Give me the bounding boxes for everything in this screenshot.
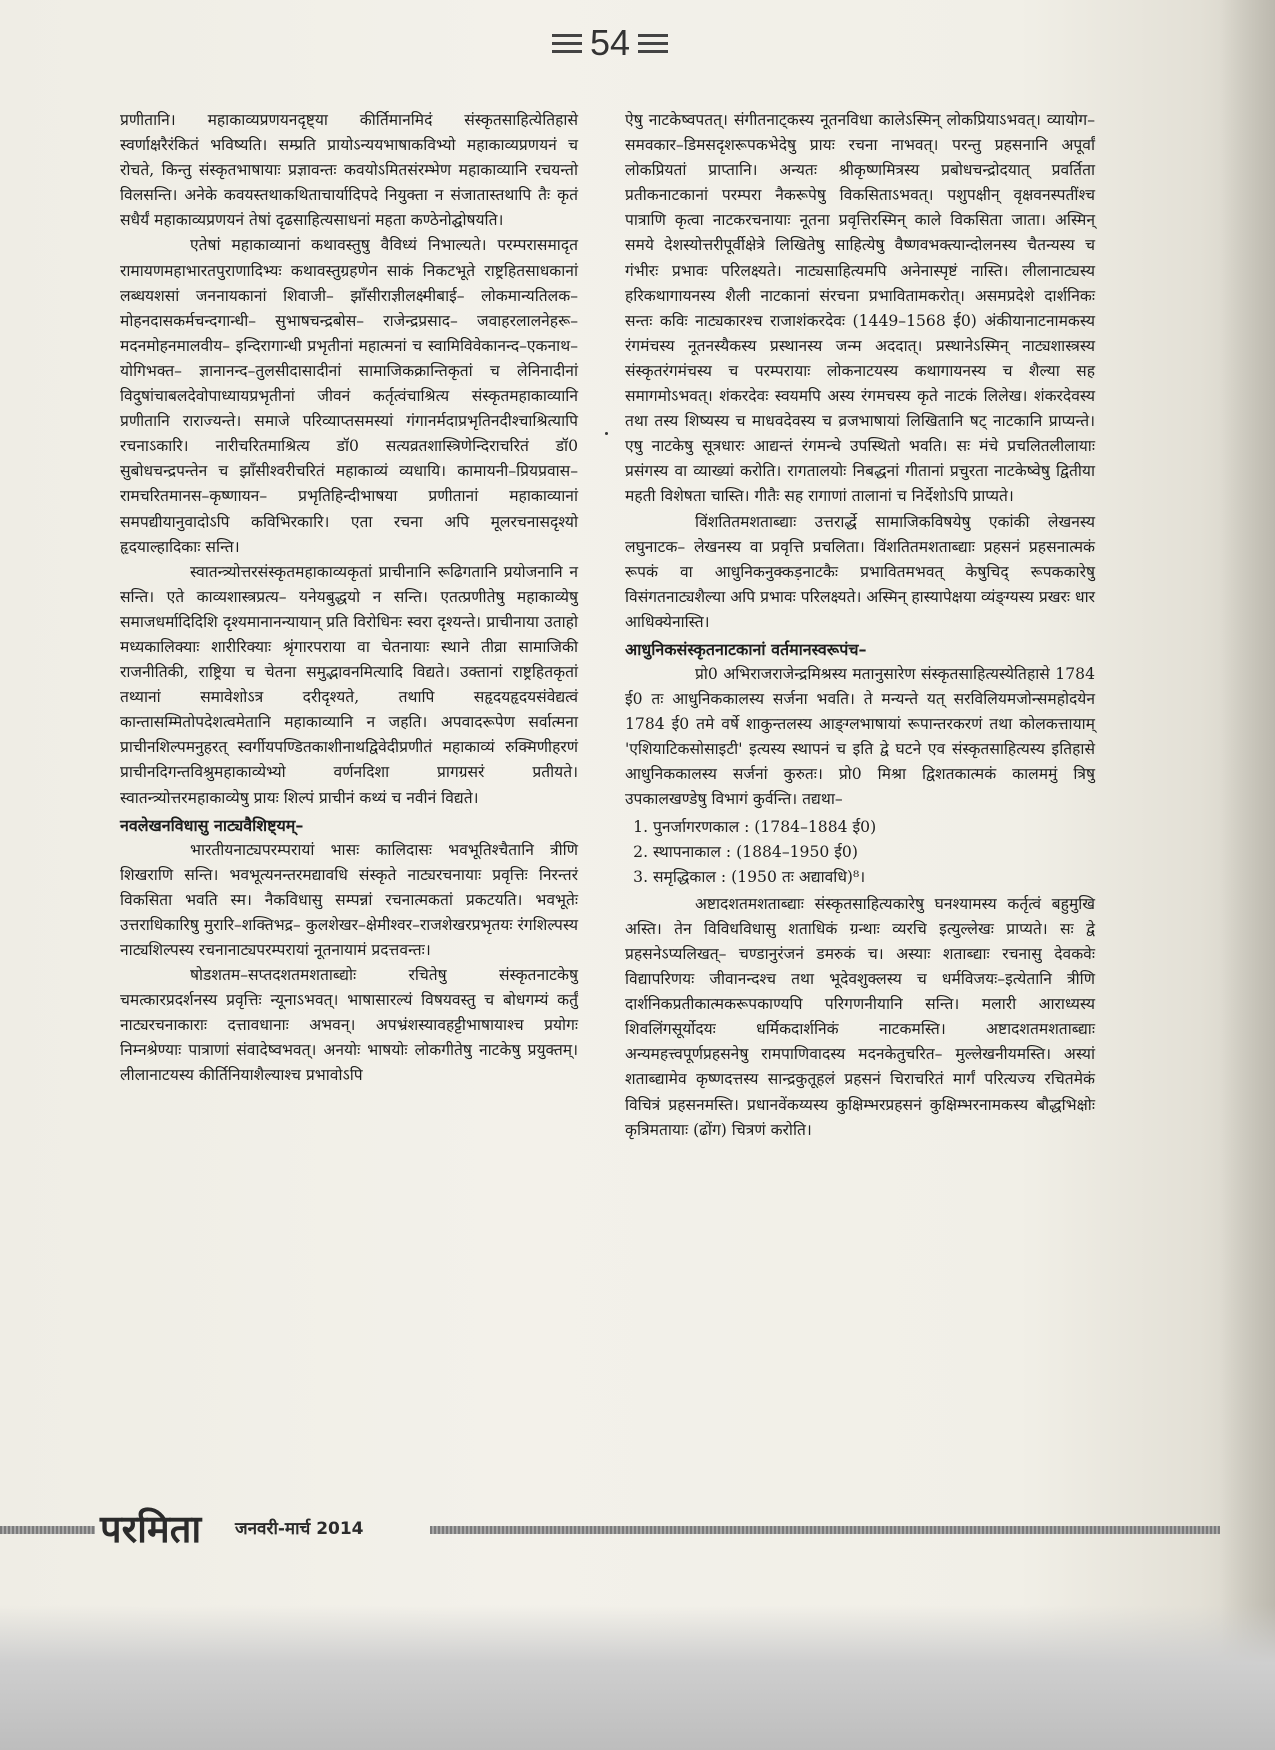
right-paragraph-3: प्रो0 अभिराजराजेन्द्रमिश्रस्य मतानुसारेण संस्कृतसाहित्यस्येतिहासे 1784 ई0 तः आधुनिककालस्य सर्जना भवति। ते मन्यन्ते यत् सरविलियमजोन्समहोदयेन 1784 ई0 तमे वर्षे शाकुन्तलस्य आङ्ग्लभाषायां रूपान्तरकरणं तथा कोलकत्तायाम् 'एशियाटिकसोसाइटी' इत्यस्य स्थापनं च इति द्वे घटने एव संस्कृतसाहित्यस्य इतिहासे आधुनिककालस्य सर्जनां कुरुतः। प्रो0 मिश्रा द्विशतकात्मकं कालममुं त्रिषु उपकालखण्डेषु विभागं कुर्वन्ति। तद्यथा– [625,664,1095,809]
right-paragraph-1: ऐषु नाटकेष्वपतत्। संगीतनाट्कस्य नूतनविधा कालेऽस्मिन् लोकप्रियाऽभवत्। व्यायोग–समवकार–डिमसदृशरूपकभेदेषु प्रायः रचना नाभवत्। परन्तु प्रहसनानि अपूर्वां लोकप्रियतां प्राप्तानि। अन्यतः श्रीकृष्णमित्रस्य प्रबोधचन्द्रोदयात् प्रवर्तिता प्रतीकनाटकानां परम्परा नैकरूपेषु विकसिताऽभवत्। पशुपक्षीन् वृक्षवनस्पतींश्च पात्राणि कृत्वा नाटकरचनायाः नूतना प्रवृत्तिरस्मिन् काले विकसिता जाता। अस्मिन् समये देशस्योत्तरीपूर्वीक्षेत्रे लिखितेषु साहित्येषु वैष्णवभक्त्यान्दोलनस्य चैतन्यस्य च गंभीरः प्रभावः परिलक्ष्यते। नाट्यसाहित्यमपि अनेनास्पृष्टं नास्ति। लीलानाट्यस्य हरिकथागायनस्य शैली नाटकानां संरचना प्रभावितामकरोत्। असमप्रदेशे दार्शनिकः सन्तः कविः नाट्यकारश्च राजाशंकरदेवः (1449–1568 ई0) अंकीयानाटनामकस्य रंगमंचस्य नूतनस्यैकस्य प्रस्थानस्य जन्म अददात्। प्रस्थानेऽस्मिन् नाट्यशास्त्रस्य संस्कृतरंगमंचस्य च परम्परायाः लोकनाटयस्य कथागायनस्य च शैल्या सह समागमोऽभवत्। शंकरदेवः स्वयमपि अस्य रंगमचस्य कृते नाटकं लिलेख। शंकरदेवस्य तथा तस्य शिष्यस्य च माधवदेवस्य च व्रजभाषायां लिखितानि षट् नाटकानि प्राप्यन्ते। एषु नाटकेषु सूत्रधारः आद्यन्तं रंगमन्चे उपस्थितो भवति। सः मंचे प्रचलितलीलायाः प्रसंगस्य वा व्याख्यां करोति। रागतालयोः निबद्धनां गीतानां प्रचुरता नाटकेष्वेषु द्वितीया महती विशेषता चास्ति। गीतैः सह रागाणां तालानां च निर्देशोऽपि प्राप्यते। [625,111,1095,506]
footer-rule-right [430,1526,1220,1534]
scan-bottom-shadow [0,1605,1275,1750]
page-number-deco-left [552,28,582,58]
right-paragraph-4: अष्टादशतमशताब्द्याः संस्कृतसाहित्यकारेषु घनश्यामस्य कर्तृत्वं बहुमुखि अस्ति। तेन विविधविधासु शताधिकं ग्रन्थाः व्यरचि इत्युल्लेखः प्राप्यते। सः द्वे प्रहसनेऽप्यलिखत्– चण्डानुरंजनं डमरुकं च। अस्याः शताब्द्याः रचनासु देवकवेः विद्यापरिणयः जीवानन्दश्च तथा भूदेवशुक्लस्य च धर्मविजयः–इत्येतानि त्रीणि दार्शनिकप्रतीकात्मकरूपकाण्यपि परिगणनीयानि सन्ति। मलारी आराध्यस्य शिवलिंगसूर्योदयः धर्मिकदार्शनिकं नाटकमस्ति। अष्टादशतमशताब्द्याः अन्यमहत्त्वपूर्णप्रहसनेषु रामपाणिवादस्य मदनकेतुचरित– मुल्लेखनीयमस्ति। अस्यां शताब्द्यामेव कृष्णदत्तस्य सान्द्रकुतूहलं प्रहसनं चिराचरितं मार्गं परित्यज्य रचितमेकं विचित्रं प्रहसनमस्ति। प्रधानवेंकय्यस्य कुक्षिम्भरप्रहसनं कुक्षिम्भरनामकस्य बौद्धभिक्षोः कृत्रिमतायाः (ढोंग) चित्रणं करोति। [625,894,1095,1139]
left-column [120,108,578,1089]
left-paragraph-5: षोडशतम–सप्तदशतमशताब्द्योः रचितेषु संस्कृतनाटकेषु चमत्कारप्रदर्शनस्य प्रवृत्तिः न्यूनाऽभवत्। भाषासारल्यं विषयवस्तु च बोधगम्यं कर्तुं नाट्यरचनाकाराः दत्तावधानाः अभवन्। अपभ्रंशस्यावहट्टीभाषायाश्च प्रयोगः निम्नश्रेण्याः पात्राणां संवादेष्वभवत्। अनयोः भाषयोः लोकगीतेषु नाटकेषु प्रयुक्तम्। लीलानाटयस्य कीर्तिनियाशैल्याश्च प्रभावोऽपि [120,966,578,1085]
magazine-logo: परमिता [100,1507,202,1551]
list-item: 3. समृद्धिकाल : (1950 तः अद्यावधि)⁸। [653,865,1095,890]
left-paragraph-2: एतेषां महाकाव्यानां कथावस्तुषु वैविध्यं निभाल्यते। परम्परासमादृत रामायणमहाभारतपुराणादिभ्यः कथावस्तुग्रहणेन साकं निकटभूते राष्ट्रहितसाधकानां लब्धयशसां जननायकानां शिवाजी– झाँसीराज्ञीलक्ष्मीबाई– लोकमान्यतिलक– मोहनदासकर्मचन्दगान्धी– सुभाषचन्द्रबोस– राजेन्द्रप्रसाद– जवाहरलालनेहरू– मदनमोहनमालवीय– इन्दिरागान्धी प्रभृतीनां महात्मनां च स्वामिविवेकानन्द–एकनाथ–योगिभक्त– ज्ञानानन्द–तुलसीदासादीनां सामाजिकक्रान्तिकृतां च लेनिनादीनां विदुषांचाबलदेवोपाध्यायप्रभृतीनां जीवनं कर्तृत्वंचाश्रित्य संस्कृतमहाकाव्यानि प्रणीतानि राराज्यन्ते। समाजे परिव्याप्तसमस्यां गंगानर्मदाप्रभृतिनदीश्चाश्रित्यापि रचनाऽकारि। नारीचरितमाश्रित्य डॉ0 सत्यव्रतशास्त्रिणेन्दिराचरितं डॉ0 सुबोधचन्द्रपन्तेन च झाँसीश्वरीचरितं महाकाव्यं व्यधायि। कामायनी–प्रियप्रवास–रामचरितमानस–कृष्णायन– प्रभृतिहिन्दीभाषया प्रणीतानां महाकाव्यानां समपद्यीयानुवादोऽपि कविभिरकारि। एता रचना अपि मूलरचनासदृश्यो हृदयाल्हादिकाः सन्ति। [120,236,578,556]
stray-dot [605,432,608,435]
page-number-header [540,18,680,68]
left-paragraph-3: स्वातन्त्र्योत्तरसंस्कृतमहाकाव्यकृतां प्राचीनानि रूढिगतानि प्रयोजनानि न सन्ति। एते काव्यशास्त्रप्रत्य– यनेयबुद्धयो न सन्ति। एतत्प्रणीतेषु महाकाव्येषु समाजधर्मादिदिशि दृश्यमानानन्यायान् प्रति विरोधिनः स्वरा दृश्यन्ते। प्राचीनाया उताहो मध्यकालिक्याः शारीरिक्याः श्रृंगारपराया वा चेतनायाः स्थाने तीव्रा सामाजिकी राजनीतिकी, राष्ट्रिया च चेतना समुद्भावनमित्यादि विद्यते। उक्तानां राष्ट्रहितकृतां तथ्यानां समावेशोऽत्र दरीदृश्यते, तथापि सहृदयहृदयसंवेद्यत्वं कान्तासम्मितोपदेशत्वमेतानि महाकाव्यानि न जहति। अपवादरूपेण सर्वात्मना प्राचीनशिल्पमनुहरत् स्वर्गीयपण्डितकाशीनाथद्विवेदीप्रणीतं महाकाव्यं रुक्मिणीहरणं प्राचीनदिगन्तविश्रुमहाकाव्येभ्यो वर्णनदिशा प्रागग्रसरं प्रतीयते। स्वातन्त्र्योत्तरमहाकाव्येषु प्रायः शिल्पं प्राचीनं कथ्यं च नवीनं विद्यते। [120,562,578,807]
footer-rule-left [0,1526,95,1534]
issue-date: जनवरी-मार्च 2014 [235,1519,364,1539]
section-heading-natya: नवलेखनविधासु नाट्यवैशिष्ट्यम्– [120,815,304,835]
list-item: 2. स्थापनाकाल : (1884–1950 ई0) [653,840,1095,865]
page-fold-shadow [1220,0,1275,1750]
right-column [625,108,1095,1143]
right-paragraph-2: विंशतितमशताब्द्याः उत्तरार्द्धे सामाजिकविषयेषु एकांकी लेखनस्य लघुनाटक– लेखनस्य वा प्रवृत्ति प्रचलिता। विंशतितमशताब्द्याः प्रहसनं प्रहसनात्मकं रूपकं वा आधुनिकनुक्कड़नाटकैः प्रभावितमभवत् केषुचिद् रूपककारेषु विसंगतनाट्यशैल्या अपि प्रभावः परिलक्ष्यते। अस्मिन् हास्यापेक्षया व्यंङ्ग्यस्य प्रखरः धार आधिक्येनास्ति। [625,512,1095,631]
left-paragraph-1: प्रणीतानि। महाकाव्यप्रणयनदृष्ट्या कीर्तिमानमिदं संस्कृतसाहित्येतिहासे स्वर्णाक्षरैरंकितं भविष्यति। सम्प्रति प्रायोऽन्ययभाषाकविभ्यो महाकाव्यप्रणयनं च रोचते, किन्तु संस्कृतभाषायाः प्रज्ञावन्तः कवयोऽमितसंरम्भेण महाकाव्यानि रचयन्तो विलसन्ति। अनेके कवयस्तथाकथिताचार्यादिपदे नियुक्ता न संजातास्तथापि तैः कृतं सधैर्यं महाकाव्यप्रणयनं तेषां दृढसाहित्यसाधनां महता कण्ठेनोद्घोषयति। [120,111,578,230]
page-number-deco-right [638,28,668,58]
period-list [625,815,1095,890]
page-number: 54 [589,22,631,63]
section-heading-modern: आधुनिकसंस्कृतनाटकानां वर्तमानस्वरूपंच– [625,639,867,659]
left-paragraph-4: भारतीयनाट्यपरम्परायां भासः कालिदासः भवभूतिश्चैतानि त्रीणि शिखराणि सन्ति। भवभूत्यनन्तरमद्यावधि संस्कृते नाट्यरचनायाः प्रवृत्तिः निरन्तरं विकसिता भवति स्म। नैकविधासु सम्पन्नां रचनात्मकतां प्रकटयति। भवभूतेः उत्तराधिकारिषु मुरारि–शक्तिभद्र– कुलशेखर–क्षेमीश्वर–राजशेखरप्रभृतयः रंगशिल्पस्य नाट्यशिल्पस्य रचनानाट्यपरम्परायां नूतनायामं प्रदत्तवन्तः। [120,840,578,959]
page-footer [0,1502,1275,1552]
list-item: 1. पुनर्जागरणकाल : (1784–1884 ई0) [653,815,1095,840]
